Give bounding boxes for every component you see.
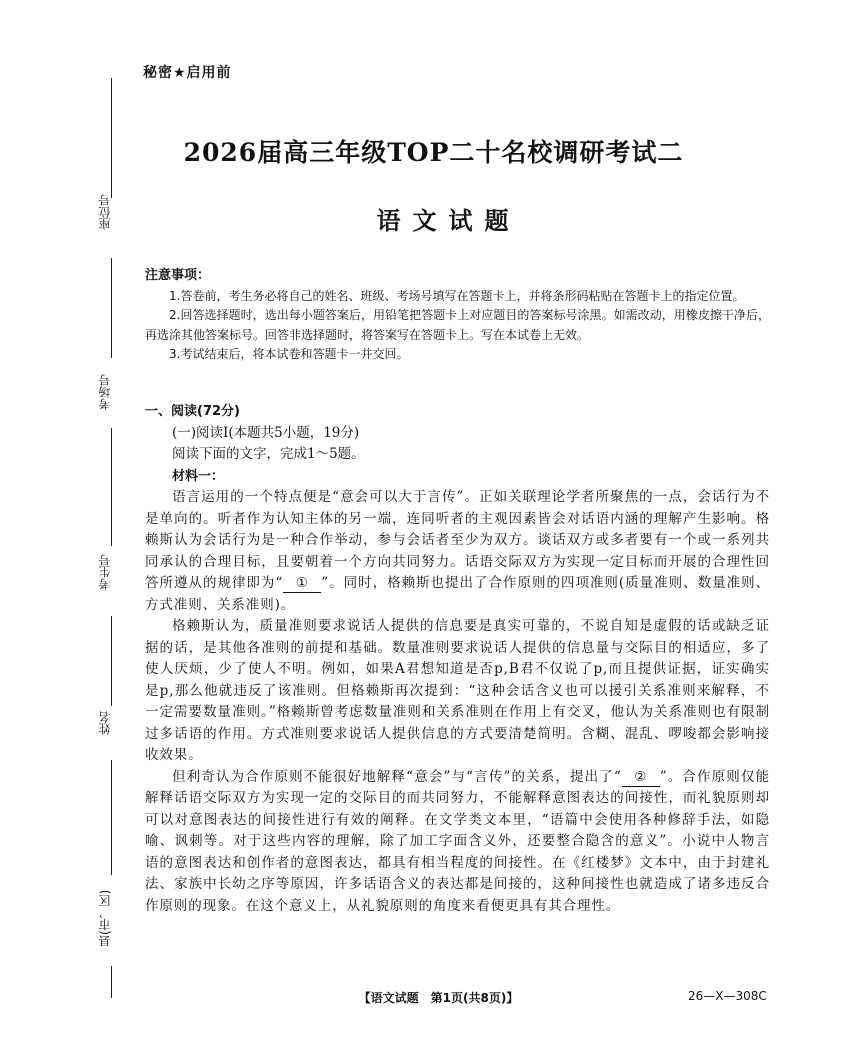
seat-number-label: 座位号 bbox=[98, 194, 112, 230]
material-heading: 材料一： bbox=[172, 468, 225, 484]
note-item: 3.考试结束后，将本试卷和答题卡一并交回。 bbox=[169, 347, 409, 361]
note-item: 1.答卷前，考生务必将自己的姓名、班级、考场号填写在答题卡上，并将条形码粘贴在答题卡上的指定位置。 bbox=[169, 288, 745, 303]
notes-block bbox=[145, 266, 770, 365]
margin-line bbox=[111, 616, 112, 706]
section-subheading: (一)阅读Ⅰ(本题共5小题，19分) bbox=[172, 424, 360, 441]
paragraph-1 bbox=[145, 487, 770, 616]
section-instruction: 阅读下面的文字，完成1～5题。 bbox=[172, 446, 365, 462]
margin-line bbox=[111, 428, 112, 546]
exam-room-label: 考场号 bbox=[98, 374, 112, 410]
paragraph-3-text-a: 但利奇认为合作原则不能很好地解释“意会”与“言传”的关系，提出了“ bbox=[172, 768, 622, 785]
note-item: 2.回答选择题时，选出每小题答案后，用铅笔把答题卡上对应题目的答案标号涂黑。如需改动，用橡皮擦干净后，再选涂其他答案标号。回答非选择题时，将答案写在答题卡上。写在本试卷上无效。 bbox=[145, 308, 770, 342]
blank-1: ① bbox=[283, 575, 321, 593]
paragraph-2: 格赖斯认为，质量准则要求说话人提供的信息要是真实可靠的，不说自知是虚假的话或缺乏证据的话，是其他各准则的前提和基础。数量准则要求说话人提供的信息量与交际目的相适应，多了使人厌烦，少了使人不明。例如，如果A君想知道是否p,B君不仅说了p,而且提供证据，证实确实是p,那么他就违反了该准则。但格赖斯再次提到：“这种会话含义也可以援引关系准则来解释，不一定需要数量准则。”格赖斯曾考虑数量准则和关系准则在作用上有交叉，他认为关系准则也有限制过多话语的作用。方式准则要求说话人提供信息的方式要清楚简明。含糊、混乱、啰唆都会影响接收效果。 bbox=[145, 618, 770, 763]
paragraph-3 bbox=[145, 767, 770, 918]
blank-2: ② bbox=[622, 769, 660, 787]
paragraph-1-text-b: ”。同时，格赖斯也提出了合作原则的四项准则(质量准则、数量准则、方式准则、关系准则)。 bbox=[145, 575, 770, 613]
county-label: 县(市、区) bbox=[98, 889, 112, 947]
margin-line bbox=[111, 760, 112, 875]
subject-title: 语文试题 bbox=[376, 206, 521, 235]
section-heading: 一、阅读(72分) bbox=[145, 404, 240, 419]
exam-title: 2026届高三年级TOP二十名校调研考试二 bbox=[183, 138, 684, 167]
paper-code: 26—X—308C bbox=[688, 989, 767, 1003]
paragraph-3-text-b: ”。合作原则仅能解释话语交际双方为实现一定的交际目的而共同努力，不能解释意图表达的间接性，而礼貌原则却可以对意图表达的间接性进行有效的阐释。在文学类文本里，“语篇中会使用各种修辞手法，如隐喻、讽刺等。对于这些内容的理解，除了加工字面含义外，还要整合隐含的意义”。小说中人物言语的意图表达和创作者的意图表达，都具有相当程度的间接性。在《红楼梦》文本中，由于封建礼法、家族中长幼之序等原因，许多话语含义的表达都是间接的，这种间接性也就造成了诸多违反合作原则的现象。在这个意义上，从礼貌原则的角度来看便更具有其合理性。 bbox=[145, 768, 770, 914]
page-footer: 【语文试题 第1页(共8页)】 bbox=[358, 991, 519, 1005]
paragraph-1-text-a: 语言运用的一个特点便是“意会可以大于言传”。正如关联理论学者所聚焦的一点，会话行为不是单向的。听者作为认知主体的另一端，连同听者的主观因素皆会对话语内涵的理解产生影响。格赖斯认为会话行为是一种合作举动，参与会话者至少为双方。谈话双方或多者要有一个或一系列共同承认的合理目标，且要朝着一个方向共同努力。话语交际双方为实现一定目标而开展的合理性回答所遵从的规律即为“ bbox=[145, 489, 770, 591]
notes-heading: 注意事项： bbox=[145, 268, 211, 283]
candidate-number-label: 考生号 bbox=[98, 554, 112, 590]
name-label: 姓名 bbox=[98, 711, 112, 735]
secret-label: 秘密★启用前 bbox=[143, 65, 232, 81]
margin-line bbox=[111, 258, 112, 358]
reading-section bbox=[145, 401, 770, 917]
